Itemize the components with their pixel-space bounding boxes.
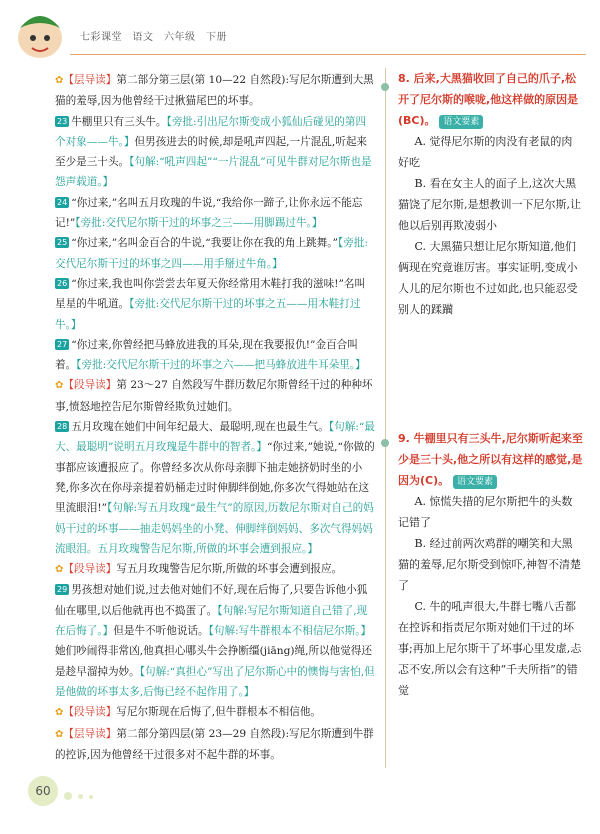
element-badge: 语文要素 [439,115,483,129]
guide-tag: 【段导读】 [63,706,117,719]
para-text: 她们吵闹得非常凶,他真担心哪头牛会挣断缰(jiāng)绳,所以他觉得还是趁早溜掉为妙。 [55,645,373,678]
para-text: 但男孩进去的时候,却是吼声四起,一片混乱,听起来至少是三十头。 [55,135,368,169]
layer-guide [55,724,375,766]
para-text: “你过来,我也叫你尝尝去年夏天你经常用木鞋打我的滋味!”名叫星星的牛吼道。 [55,277,366,311]
mascot-icon [14,4,66,60]
para-text: “你过来,你曾经把马蜂放进我的耳朵,现在我要报仇!”金百合叫着。 [55,338,358,372]
guide-text: 写尼尔斯现在后悔了,但牛群根本不相信他。 [116,706,322,719]
layer-guide [55,70,375,112]
question-8 [398,68,583,320]
para-text: 牛棚里只有三头牛。 [71,115,167,128]
question-8-stem [398,68,583,131]
main-text [55,70,375,765]
paragraph-number: 28 [57,422,68,432]
paragraph-number: 26 [57,278,68,288]
header-rule [70,54,586,55]
paragraph-26 [55,274,375,335]
option-b: B. 经过前两次鸡群的嘲笑和大黑猫的羞辱,尼尔斯受到惊吓,神智不清楚了 [398,537,581,592]
para-text: 五月玫瑰在她们中间年纪最大、最聪明,现在也最生气。 [71,421,329,434]
para-text: “你过来,”名叫五月玫瑰的牛说,“我给你一蹄子,让你永远不能忘记!” [55,196,363,230]
guide-text: 写五月玫瑰警告尼尔斯,所做的坏事会遭到报应。 [116,563,343,576]
paragraph-25 [55,233,375,274]
option-c: C. 牛的吼声很大,牛群七嘴八舌都在控诉和指责尼尔斯对她们干过的坏事;再加上尼尔斯干了坏事心里发虚,忐忑不安,所以会有这种“千夫所指”的错觉 [398,600,582,697]
guide-tag: 【层导读】 [63,727,117,740]
bulb-icon: ✿ [55,75,64,86]
annotation: 【旁批:交代尼尔斯干过的坏事之三——用脚踢过牛。】 [75,217,323,230]
paragraph-24 [55,193,375,234]
option-c: C. 大黑猫只想让尼尔斯知道,他们俩现在究竟谁厉害。事实证明,变成小人儿的尼尔斯也不过如此,也只能忍受别人的蹂躏 [398,240,578,316]
section-guide [55,702,375,723]
section-guide [55,375,375,417]
question-text: 8. 后来,大黑猫收回了自己的爪子,松开了尼尔斯的喉咙,他这样做的原因是(BC)。 [398,72,579,127]
paragraph-number: 23 [57,116,68,126]
guide-tag: 【段导读】 [63,563,117,576]
guide-tag: 【层导读】 [63,74,117,86]
decor-dot [78,794,83,799]
annotation: 【旁批:交代尼尔斯干过的坏事之四——用手掰过牛角。】 [55,237,369,270]
para-text: “你过来,”她说,“你做的事都应该遭报应了。你曾经多次从你母亲脚下抽走她挤奶时坐的小凳,你多次在你母亲提着奶桶走过时伸脚绊倒她,你多次气得她站在这里流眼泪!” [55,441,375,515]
paragraph-number: 29 [57,585,68,595]
element-badge: 语文要素 [453,475,497,489]
bulb-icon: ✿ [55,728,64,740]
annotation: 【句解:写五月玫瑰“最生气”的原因,历数尼尔斯对自己的妈妈干过的坏事——抽走妈妈坐的小凳、伸脚绊倒妈妈、多次气得妈妈流眼泪。五月玫瑰警告尼尔斯,所做的坏事会遭到报应。】 [55,502,374,555]
decor-dot [89,795,93,799]
annotation: 【句解:写牛群根本不相信尼尔斯。】 [208,625,372,638]
paragraph-number: 24 [57,197,68,207]
annotation: 【旁批:交代尼尔斯干过的坏事之五——用木鞋打过牛。】 [55,298,361,331]
paragraph-29 [55,580,375,702]
option-a: A. 觉得尼尔斯的肉没有老鼠的肉好吃 [398,135,573,169]
question-text: 9. 牛棚里只有三头牛,尼尔斯听起来至少是三十头,他之所以有这样的感觉,是因为(C)。 [398,432,583,487]
bulb-icon: ✿ [55,707,64,719]
connector-dot-icon [378,436,392,450]
annotation: 【旁批:引出尼尔斯变成小狐仙后碰见的第四个对象——牛。】 [55,115,367,148]
connector-dot-icon [378,80,392,94]
section-guide [55,559,375,580]
page-number: 60 [28,776,58,806]
bulb-icon: ✿ [55,564,64,576]
para-text: “你过来,”名叫金百合的牛说,“我要让你在我的角上跳舞。” [71,237,338,250]
para-text: 但是牛不听他说话。 [113,625,209,638]
paragraph-number: 27 [57,339,68,349]
column-divider [385,68,386,768]
question-9 [398,428,583,701]
annotation: 【句解:“真担心”写出了尼尔斯心中的懊悔与害怕,但是他做的坏事太多,后悔已经不起作用了。】 [55,665,375,698]
annotation: 【句解:写尼尔斯知道自己错了,现在后悔了。】 [55,604,368,638]
guide-text: 第 23～27 自然段写牛群历数尼尔斯曾经干过的种种坏事,愤怒地控告尼尔斯曾经欺负过她们。 [55,379,373,413]
paragraph-27 [55,335,375,376]
question-9-stem [398,428,583,491]
guide-tag: 【段导读】 [63,379,117,392]
header-title: 七彩课堂 语文 六年级 下册 [80,32,227,43]
para-text: 男孩想对她们说,过去他对她们不好,现在后悔了,只要告诉他小狐仙在哪里,以后他就再也不捣蛋了。 [55,584,368,617]
annotation: 【旁批:交代尼尔斯干过的坏事之六——把马蜂放进牛耳朵里。】 [76,359,366,372]
option-a: A. 惊慌失措的尼尔斯把牛的头数记错了 [398,495,573,529]
page-header [0,0,600,62]
decor-dot [64,792,72,800]
paragraph-number: 25 [57,238,68,248]
paragraph-23 [55,112,375,193]
annotation: 【句解:“最大、最聪明”说明五月玫瑰是牛群中的智者。】 [55,421,375,454]
guide-text: 第二部分第三层(第 10—22 自然段):写尼尔斯遭到大黑猫的羞辱,因为他曾经干过揪猫尾巴的坏事。 [55,74,374,108]
annotation: 【句解:“吼声四起”“一片混乱”可见牛群对尼尔斯也是怨声载道。】 [55,156,372,189]
option-b: B. 看在女主人的面子上,这次大黑猫饶了尼尔斯,是想教训一下尼尔斯,让他以后别再欺凌弱小 [398,177,581,232]
bulb-icon: ✿ [55,380,64,392]
paragraph-28 [55,417,375,559]
guide-text: 第二部分第四层(第 23—29 自然段):写尼尔斯遭到牛群的控诉,因为他曾经干过很多对不起牛群的坏事。 [55,727,374,761]
